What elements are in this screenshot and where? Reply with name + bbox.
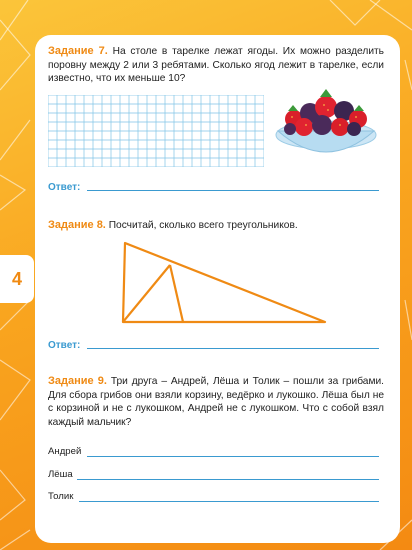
task9-name-lesha: Лёша — [48, 469, 73, 480]
task9-body: Три друга – Андрей, Лёша и Толик – пошли за грибами. Для сбора грибов они взяли корзину, ведёрко и лукошко. Лёша был не с корзиной и не с лукошком, Андрей не с лукошком. Что с собой взял каждый мальчик? — [48, 376, 384, 428]
task7-text — [48, 45, 384, 86]
task8-body: Посчитай, сколько всего треугольников. — [108, 220, 298, 231]
task9-name-tolik: Толик — [48, 491, 74, 502]
task9-name-andrey: Андрей — [48, 446, 82, 457]
task9-text — [48, 375, 384, 429]
task7-label: Задание 7. — [48, 45, 108, 57]
task9-label: Задание 9. — [48, 375, 107, 387]
task7-body: На столе в тарелке лежат ягоды. Их можно разделить поровну между 2 или 3 ребятами. Сколько ягод лежит в тарелке, если известно, что их меньше 10? — [48, 46, 384, 84]
task7-answer-grid — [48, 95, 264, 167]
task8-answer-line[interactable] — [87, 348, 379, 349]
page-number: 4 — [0, 255, 34, 303]
task9-answer-line-andrey[interactable] — [87, 456, 379, 457]
task8-answer-label: Ответ: — [48, 340, 81, 351]
task8-text — [48, 219, 384, 233]
berry-bowl-image — [270, 83, 382, 163]
task7-answer-label: Ответ: — [48, 182, 81, 193]
worksheet-card — [35, 35, 400, 543]
task9-answer-line-tolik[interactable] — [79, 501, 379, 502]
task9-answer-line-lesha[interactable] — [77, 479, 379, 480]
task7-answer-line[interactable] — [87, 190, 379, 191]
task8-label: Задание 8. — [48, 219, 106, 231]
triangles-figure — [115, 240, 335, 330]
